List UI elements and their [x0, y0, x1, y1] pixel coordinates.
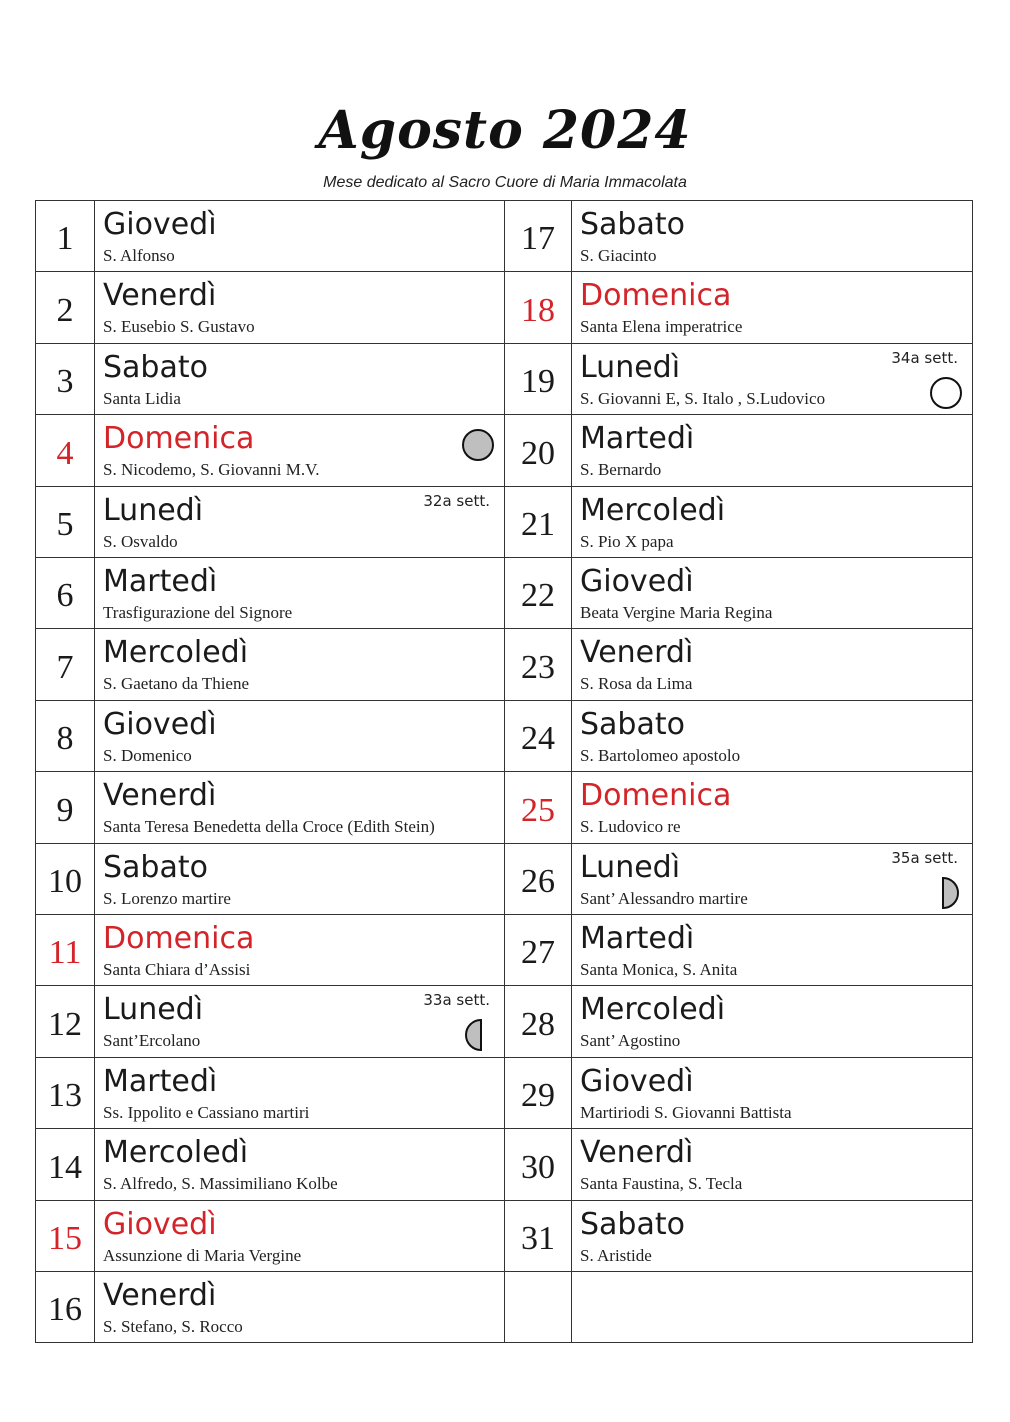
day-cell [572, 1058, 973, 1129]
day-cell [95, 772, 505, 844]
saint-name: S. Domenico [103, 746, 192, 765]
day-cell [95, 344, 505, 415]
saint-name: S. Stefano, S. Rocco [103, 1317, 243, 1336]
weekday-label: Lunedì [580, 850, 681, 885]
day-cell [95, 1201, 505, 1272]
empty-cell [505, 1272, 572, 1343]
day-cell [572, 772, 973, 844]
weekday-label: Domenica [103, 921, 255, 956]
saint-name: S. Bernardo [580, 460, 662, 479]
day-number: 7 [36, 629, 95, 701]
weekday-label: Sabato [580, 707, 685, 742]
day-cell [95, 558, 505, 629]
day-number: 27 [505, 915, 572, 986]
saint-name: S. Aristide [580, 1246, 652, 1265]
weekday-label: Martedì [103, 1064, 218, 1099]
weekday-label: Domenica [580, 278, 732, 313]
week-number: 35a sett. [891, 849, 958, 867]
calendar-grid [35, 200, 973, 1343]
week-number: 32a sett. [423, 492, 490, 510]
saint-name: Santa Faustina, S. Tecla [580, 1174, 743, 1193]
day-number: 5 [36, 487, 95, 558]
saint-name: Santa Chiara d’Assisi [103, 960, 251, 979]
day-cell [572, 201, 973, 272]
saint-name: Martiriodi S. Giovanni Battista [580, 1103, 792, 1122]
day-cell [572, 629, 973, 701]
saint-name: S. Alfredo, S. Massimiliano Kolbe [103, 1174, 338, 1193]
saint-name: Santa Elena imperatrice [580, 317, 743, 336]
weekday-label: Venerdì [580, 635, 694, 670]
day-number: 28 [505, 986, 572, 1058]
day-cell [572, 415, 973, 487]
day-number: 24 [505, 701, 572, 772]
weekday-label: Lunedì [580, 350, 681, 385]
day-number: 13 [36, 1058, 95, 1129]
saint-name: Sant’ Alessandro martire [580, 889, 748, 908]
day-number: 10 [36, 844, 95, 915]
saint-name: S. Alfonso [103, 246, 175, 265]
moon-phase-first-quarter-icon [461, 1018, 495, 1057]
day-number: 15 [36, 1201, 95, 1272]
saint-name: Assunzione di Maria Vergine [103, 1246, 302, 1265]
saint-name: Trasfigurazione del Signore [103, 603, 293, 622]
weekday-label: Giovedì [103, 1207, 217, 1242]
saint-name: S. Giovanni E, S. Italo , S.Ludovico [580, 389, 826, 408]
day-cell [95, 1058, 505, 1129]
day-cell [572, 344, 973, 415]
weekday-label: Venerdì [103, 778, 217, 813]
day-number: 18 [505, 272, 572, 344]
weekday-label: Mercoledì [103, 1135, 249, 1170]
weekday-label: Sabato [103, 350, 208, 385]
empty-cell [572, 1272, 973, 1343]
weekday-label: Sabato [580, 1207, 685, 1242]
saint-name: Beata Vergine Maria Regina [580, 603, 773, 622]
day-cell [95, 629, 505, 701]
day-cell [95, 844, 505, 915]
day-cell [572, 1129, 973, 1201]
day-cell [572, 558, 973, 629]
moon-phase-last-quarter-icon [929, 876, 963, 915]
day-number: 17 [505, 201, 572, 272]
day-cell [572, 915, 973, 986]
saint-name: Ss. Ippolito e Cassiano martiri [103, 1103, 310, 1122]
moon-phase-new-icon [929, 376, 963, 415]
weekday-label: Martedì [103, 564, 218, 599]
saint-name: S. Nicodemo, S. Giovanni M.V. [103, 460, 320, 479]
saint-name: Santa Teresa Benedetta della Croce (Edith Stein) [103, 817, 435, 836]
weekday-label: Mercoledì [580, 992, 726, 1027]
day-cell [95, 1129, 505, 1201]
day-number: 30 [505, 1129, 572, 1201]
day-cell [95, 487, 505, 558]
weekday-label: Lunedì [103, 493, 204, 528]
day-number: 29 [505, 1058, 572, 1129]
day-cell [95, 915, 505, 986]
day-cell [95, 201, 505, 272]
weekday-label: Martedì [580, 921, 695, 956]
day-cell [572, 701, 973, 772]
day-number: 25 [505, 772, 572, 844]
weekday-label: Domenica [580, 778, 732, 813]
weekday-label: Martedì [580, 421, 695, 456]
day-number: 11 [36, 915, 95, 986]
weekday-label: Giovedì [103, 207, 217, 242]
saint-name: S. Rosa da Lima [580, 674, 693, 693]
day-number: 14 [36, 1129, 95, 1201]
day-number: 22 [505, 558, 572, 629]
day-number: 9 [36, 772, 95, 844]
weekday-label: Sabato [580, 207, 685, 242]
saint-name: Sant’ Agostino [580, 1031, 681, 1050]
saint-name: S. Bartolomeo apostolo [580, 746, 741, 765]
moon-phase-full-icon [461, 428, 495, 467]
week-number: 33a sett. [423, 991, 490, 1009]
week-number: 34a sett. [891, 349, 958, 367]
day-number: 12 [36, 986, 95, 1058]
saint-name: S. Ludovico re [580, 817, 681, 836]
saint-name: S. Pio X papa [580, 532, 674, 551]
weekday-label: Lunedì [103, 992, 204, 1027]
saint-name: S. Giacinto [580, 246, 657, 265]
day-number: 2 [36, 272, 95, 344]
page-title: Agosto 2024 [318, 100, 692, 161]
saint-name: Santa Lidia [103, 389, 181, 408]
weekday-label: Venerdì [103, 278, 217, 313]
day-cell [95, 272, 505, 344]
day-number: 23 [505, 629, 572, 701]
day-number: 4 [36, 415, 95, 487]
page-subtitle: Mese dedicato al Sacro Cuore di Maria Immacolata [323, 174, 687, 191]
saint-name: S. Eusebio S. Gustavo [103, 317, 255, 336]
day-number: 3 [36, 344, 95, 415]
day-number: 31 [505, 1201, 572, 1272]
day-cell [95, 986, 505, 1058]
day-cell [572, 272, 973, 344]
day-cell [572, 986, 973, 1058]
day-cell [572, 487, 973, 558]
day-cell [572, 1201, 973, 1272]
weekday-label: Sabato [103, 850, 208, 885]
day-cell [95, 701, 505, 772]
day-number: 21 [505, 487, 572, 558]
day-cell [95, 415, 505, 487]
saint-name: Santa Monica, S. Anita [580, 960, 738, 979]
day-number: 1 [36, 201, 95, 272]
weekday-label: Giovedì [580, 564, 694, 599]
day-number: 6 [36, 558, 95, 629]
weekday-label: Giovedì [580, 1064, 694, 1099]
weekday-label: Domenica [103, 421, 255, 456]
day-number: 20 [505, 415, 572, 487]
saint-name: Sant’Ercolano [103, 1031, 201, 1050]
day-cell [572, 844, 973, 915]
day-number: 26 [505, 844, 572, 915]
day-number: 8 [36, 701, 95, 772]
day-number: 16 [36, 1272, 95, 1343]
weekday-label: Venerdì [103, 1278, 217, 1313]
weekday-label: Mercoledì [580, 493, 726, 528]
day-number: 19 [505, 344, 572, 415]
saint-name: S. Gaetano da Thiene [103, 674, 250, 693]
saint-name: S. Lorenzo martire [103, 889, 231, 908]
saint-name: S. Osvaldo [103, 532, 178, 551]
weekday-label: Mercoledì [103, 635, 249, 670]
weekday-label: Giovedì [103, 707, 217, 742]
weekday-label: Venerdì [580, 1135, 694, 1170]
day-cell [95, 1272, 505, 1343]
